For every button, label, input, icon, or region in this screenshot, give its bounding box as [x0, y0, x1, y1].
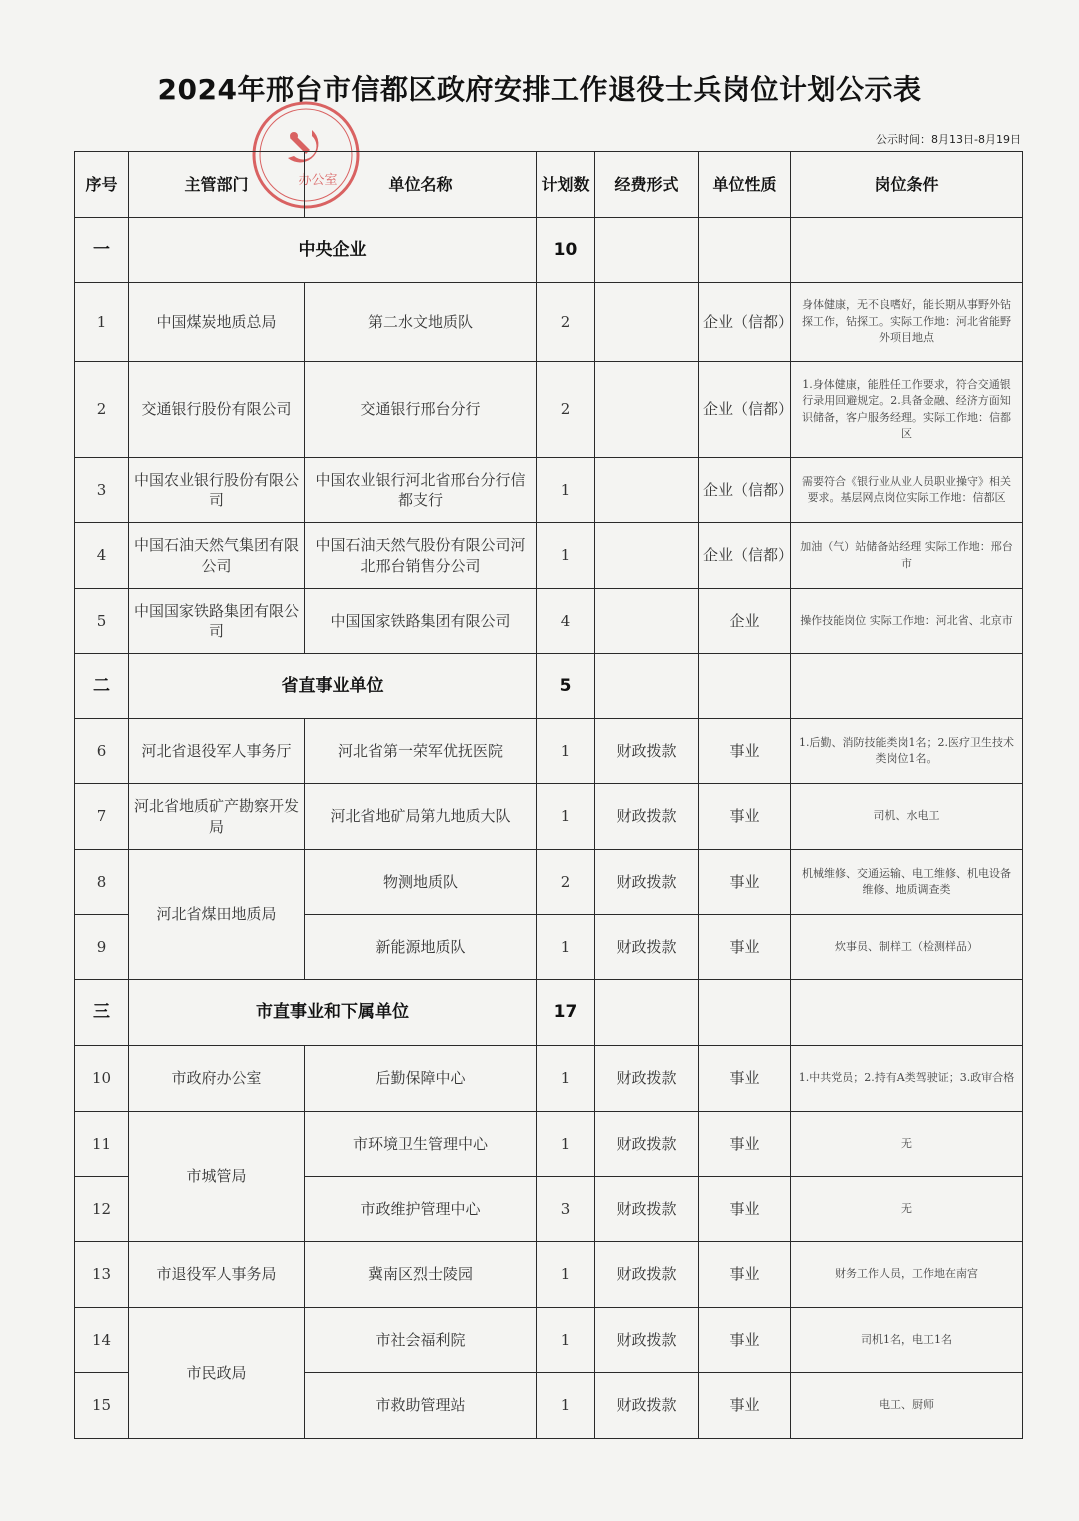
section-row — [75, 654, 1023, 719]
section-plan: 5 — [537, 654, 595, 719]
row-funding: 财政拨款 — [595, 915, 699, 980]
section-number: 二 — [75, 654, 129, 719]
row-seq: 15 — [75, 1373, 129, 1439]
row-nature: 企业 — [699, 589, 791, 654]
row-seq: 4 — [75, 523, 129, 589]
row-plan: 1 — [537, 1308, 595, 1373]
row-requirement: 加油（气）站储备站经理 实际工作地：邢台市 — [791, 523, 1023, 589]
job-plan-table — [74, 151, 1023, 1439]
row-seq: 7 — [75, 784, 129, 850]
row-seq: 11 — [75, 1112, 129, 1177]
header-nature: 单位性质 — [699, 152, 791, 218]
row-requirement: 炊事员、制样工（检测样品） — [791, 915, 1023, 980]
row-unit: 后勤保障中心 — [305, 1046, 537, 1112]
row-unit: 物测地质队 — [305, 850, 537, 915]
table-row — [75, 523, 1023, 589]
row-seq: 3 — [75, 458, 129, 523]
row-requirement: 司机1名，电工1名 — [791, 1308, 1023, 1373]
row-dept: 中国煤炭地质总局 — [129, 283, 305, 362]
row-nature: 事业 — [699, 1112, 791, 1177]
row-nature: 事业 — [699, 1177, 791, 1242]
row-plan: 2 — [537, 283, 595, 362]
header-unit: 单位名称 — [305, 152, 537, 218]
row-requirement: 财务工作人员，工作地在南宫 — [791, 1242, 1023, 1308]
row-plan: 3 — [537, 1177, 595, 1242]
row-dept: 中国农业银行股份有限公司 — [129, 458, 305, 523]
row-funding: 财政拨款 — [595, 784, 699, 850]
row-plan: 1 — [537, 1112, 595, 1177]
row-nature: 事业 — [699, 1373, 791, 1439]
table-row — [75, 589, 1023, 654]
row-unit: 第二水文地质队 — [305, 283, 537, 362]
row-requirement: 1.中共党员；2.持有A类驾驶证；3.政审合格 — [791, 1046, 1023, 1112]
row-seq: 14 — [75, 1308, 129, 1373]
row-unit: 交通银行邢台分行 — [305, 362, 537, 458]
row-nature: 事业 — [699, 1242, 791, 1308]
row-funding: 财政拨款 — [595, 1046, 699, 1112]
row-unit: 市环境卫生管理中心 — [305, 1112, 537, 1177]
table-row — [75, 1242, 1023, 1308]
row-nature: 事业 — [699, 1308, 791, 1373]
table-row — [75, 1308, 1023, 1373]
table-row — [75, 1046, 1023, 1112]
row-dept: 中国国家铁路集团有限公司 — [129, 589, 305, 654]
row-plan: 1 — [537, 1373, 595, 1439]
row-seq: 1 — [75, 283, 129, 362]
table-row — [75, 784, 1023, 850]
row-requirement: 无 — [791, 1112, 1023, 1177]
row-plan: 1 — [537, 915, 595, 980]
row-plan: 1 — [537, 523, 595, 589]
svg-text:办公室: 办公室 — [298, 173, 338, 188]
row-funding — [595, 523, 699, 589]
row-requirement: 操作技能岗位 实际工作地：河北省、北京市 — [791, 589, 1023, 654]
section-row — [75, 980, 1023, 1046]
row-plan: 1 — [537, 719, 595, 784]
row-unit: 河北省地矿局第九地质大队 — [305, 784, 537, 850]
row-plan: 1 — [537, 784, 595, 850]
header-funding: 经费形式 — [595, 152, 699, 218]
row-unit: 河北省第一荣军优抚医院 — [305, 719, 537, 784]
publish-time: 公示时间：8月13日-8月19日 — [876, 133, 1021, 146]
row-requirement: 1.身体健康，能胜任工作要求，符合交通银行录用回避规定。2.具备金融、经济方面知识储备，客户服务经理。实际工作地：信都区 — [791, 362, 1023, 458]
table-header-row — [75, 152, 1023, 218]
row-dept: 市民政局 — [129, 1308, 305, 1439]
row-unit: 中国石油天然气股份有限公司河北邢台销售分公司 — [305, 523, 537, 589]
section-row — [75, 218, 1023, 283]
row-funding — [595, 283, 699, 362]
section-name: 省直事业单位 — [129, 654, 537, 719]
row-dept: 交通银行股份有限公司 — [129, 362, 305, 458]
row-requirement: 机械维修、交通运输、电工维修、机电设备维修、地质调查类 — [791, 850, 1023, 915]
row-plan: 4 — [537, 589, 595, 654]
row-funding: 财政拨款 — [595, 1242, 699, 1308]
row-seq: 9 — [75, 915, 129, 980]
row-unit: 市政维护管理中心 — [305, 1177, 537, 1242]
row-plan: 1 — [537, 1046, 595, 1112]
row-seq: 2 — [75, 362, 129, 458]
page-title: 2024年邢台市信都区政府安排工作退役士兵岗位计划公示表 — [157, 73, 922, 106]
row-seq: 12 — [75, 1177, 129, 1242]
header-seq: 序号 — [75, 152, 129, 218]
row-dept: 河北省煤田地质局 — [129, 850, 305, 980]
section-name: 中央企业 — [129, 218, 537, 283]
row-nature: 事业 — [699, 719, 791, 784]
row-plan: 1 — [537, 458, 595, 523]
header-dept: 主管部门 — [129, 152, 305, 218]
section-plan: 17 — [537, 980, 595, 1046]
section-plan: 10 — [537, 218, 595, 283]
row-nature: 企业（信都） — [699, 458, 791, 523]
row-seq: 5 — [75, 589, 129, 654]
row-nature: 企业（信都） — [699, 523, 791, 589]
row-plan: 1 — [537, 1242, 595, 1308]
row-funding — [595, 362, 699, 458]
table-row — [75, 1112, 1023, 1177]
row-unit: 中国农业银行河北省邢台分行信都支行 — [305, 458, 537, 523]
row-dept: 河北省地质矿产勘察开发局 — [129, 784, 305, 850]
row-plan: 2 — [537, 850, 595, 915]
table-row — [75, 458, 1023, 523]
row-seq: 13 — [75, 1242, 129, 1308]
header-plan: 计划数 — [537, 152, 595, 218]
row-plan: 2 — [537, 362, 595, 458]
row-seq: 10 — [75, 1046, 129, 1112]
section-number: 一 — [75, 218, 129, 283]
row-dept: 中国石油天然气集团有限公司 — [129, 523, 305, 589]
section-number: 三 — [75, 980, 129, 1046]
row-nature: 事业 — [699, 915, 791, 980]
row-funding: 财政拨款 — [595, 1177, 699, 1242]
row-requirement: 身体健康，无不良嗜好，能长期从事野外钻探工作，钻探工。实际工作地：河北省能野外项目地点 — [791, 283, 1023, 362]
table-row — [75, 850, 1023, 915]
row-nature: 事业 — [699, 850, 791, 915]
row-requirement: 司机、水电工 — [791, 784, 1023, 850]
row-requirement: 需要符合《银行业从业人员职业操守》相关要求。基层网点岗位实际工作地：信都区 — [791, 458, 1023, 523]
row-nature: 企业（信都） — [699, 362, 791, 458]
row-requirement: 无 — [791, 1177, 1023, 1242]
row-requirement: 1.后勤、消防技能类岗1名；2.医疗卫生技术类岗位1名。 — [791, 719, 1023, 784]
row-funding — [595, 458, 699, 523]
row-dept: 市政府办公室 — [129, 1046, 305, 1112]
row-seq: 8 — [75, 850, 129, 915]
row-nature: 企业（信都） — [699, 283, 791, 362]
row-dept: 市城管局 — [129, 1112, 305, 1242]
row-dept: 市退役军人事务局 — [129, 1242, 305, 1308]
table-row — [75, 362, 1023, 458]
row-dept: 河北省退役军人事务厅 — [129, 719, 305, 784]
row-funding: 财政拨款 — [595, 1112, 699, 1177]
row-funding: 财政拨款 — [595, 1308, 699, 1373]
header-requirement: 岗位条件 — [791, 152, 1023, 218]
section-name: 市直事业和下属单位 — [129, 980, 537, 1046]
row-unit: 冀南区烈士陵园 — [305, 1242, 537, 1308]
row-requirement: 电工、厨师 — [791, 1373, 1023, 1439]
row-unit: 中国国家铁路集团有限公司 — [305, 589, 537, 654]
row-funding: 财政拨款 — [595, 850, 699, 915]
row-nature: 事业 — [699, 784, 791, 850]
row-unit: 市救助管理站 — [305, 1373, 537, 1439]
row-unit: 新能源地质队 — [305, 915, 537, 980]
row-funding: 财政拨款 — [595, 719, 699, 784]
table-row — [75, 719, 1023, 784]
row-seq: 6 — [75, 719, 129, 784]
row-unit: 市社会福利院 — [305, 1308, 537, 1373]
row-funding: 财政拨款 — [595, 1373, 699, 1439]
table-row — [75, 283, 1023, 362]
row-funding — [595, 589, 699, 654]
row-nature: 事业 — [699, 1046, 791, 1112]
